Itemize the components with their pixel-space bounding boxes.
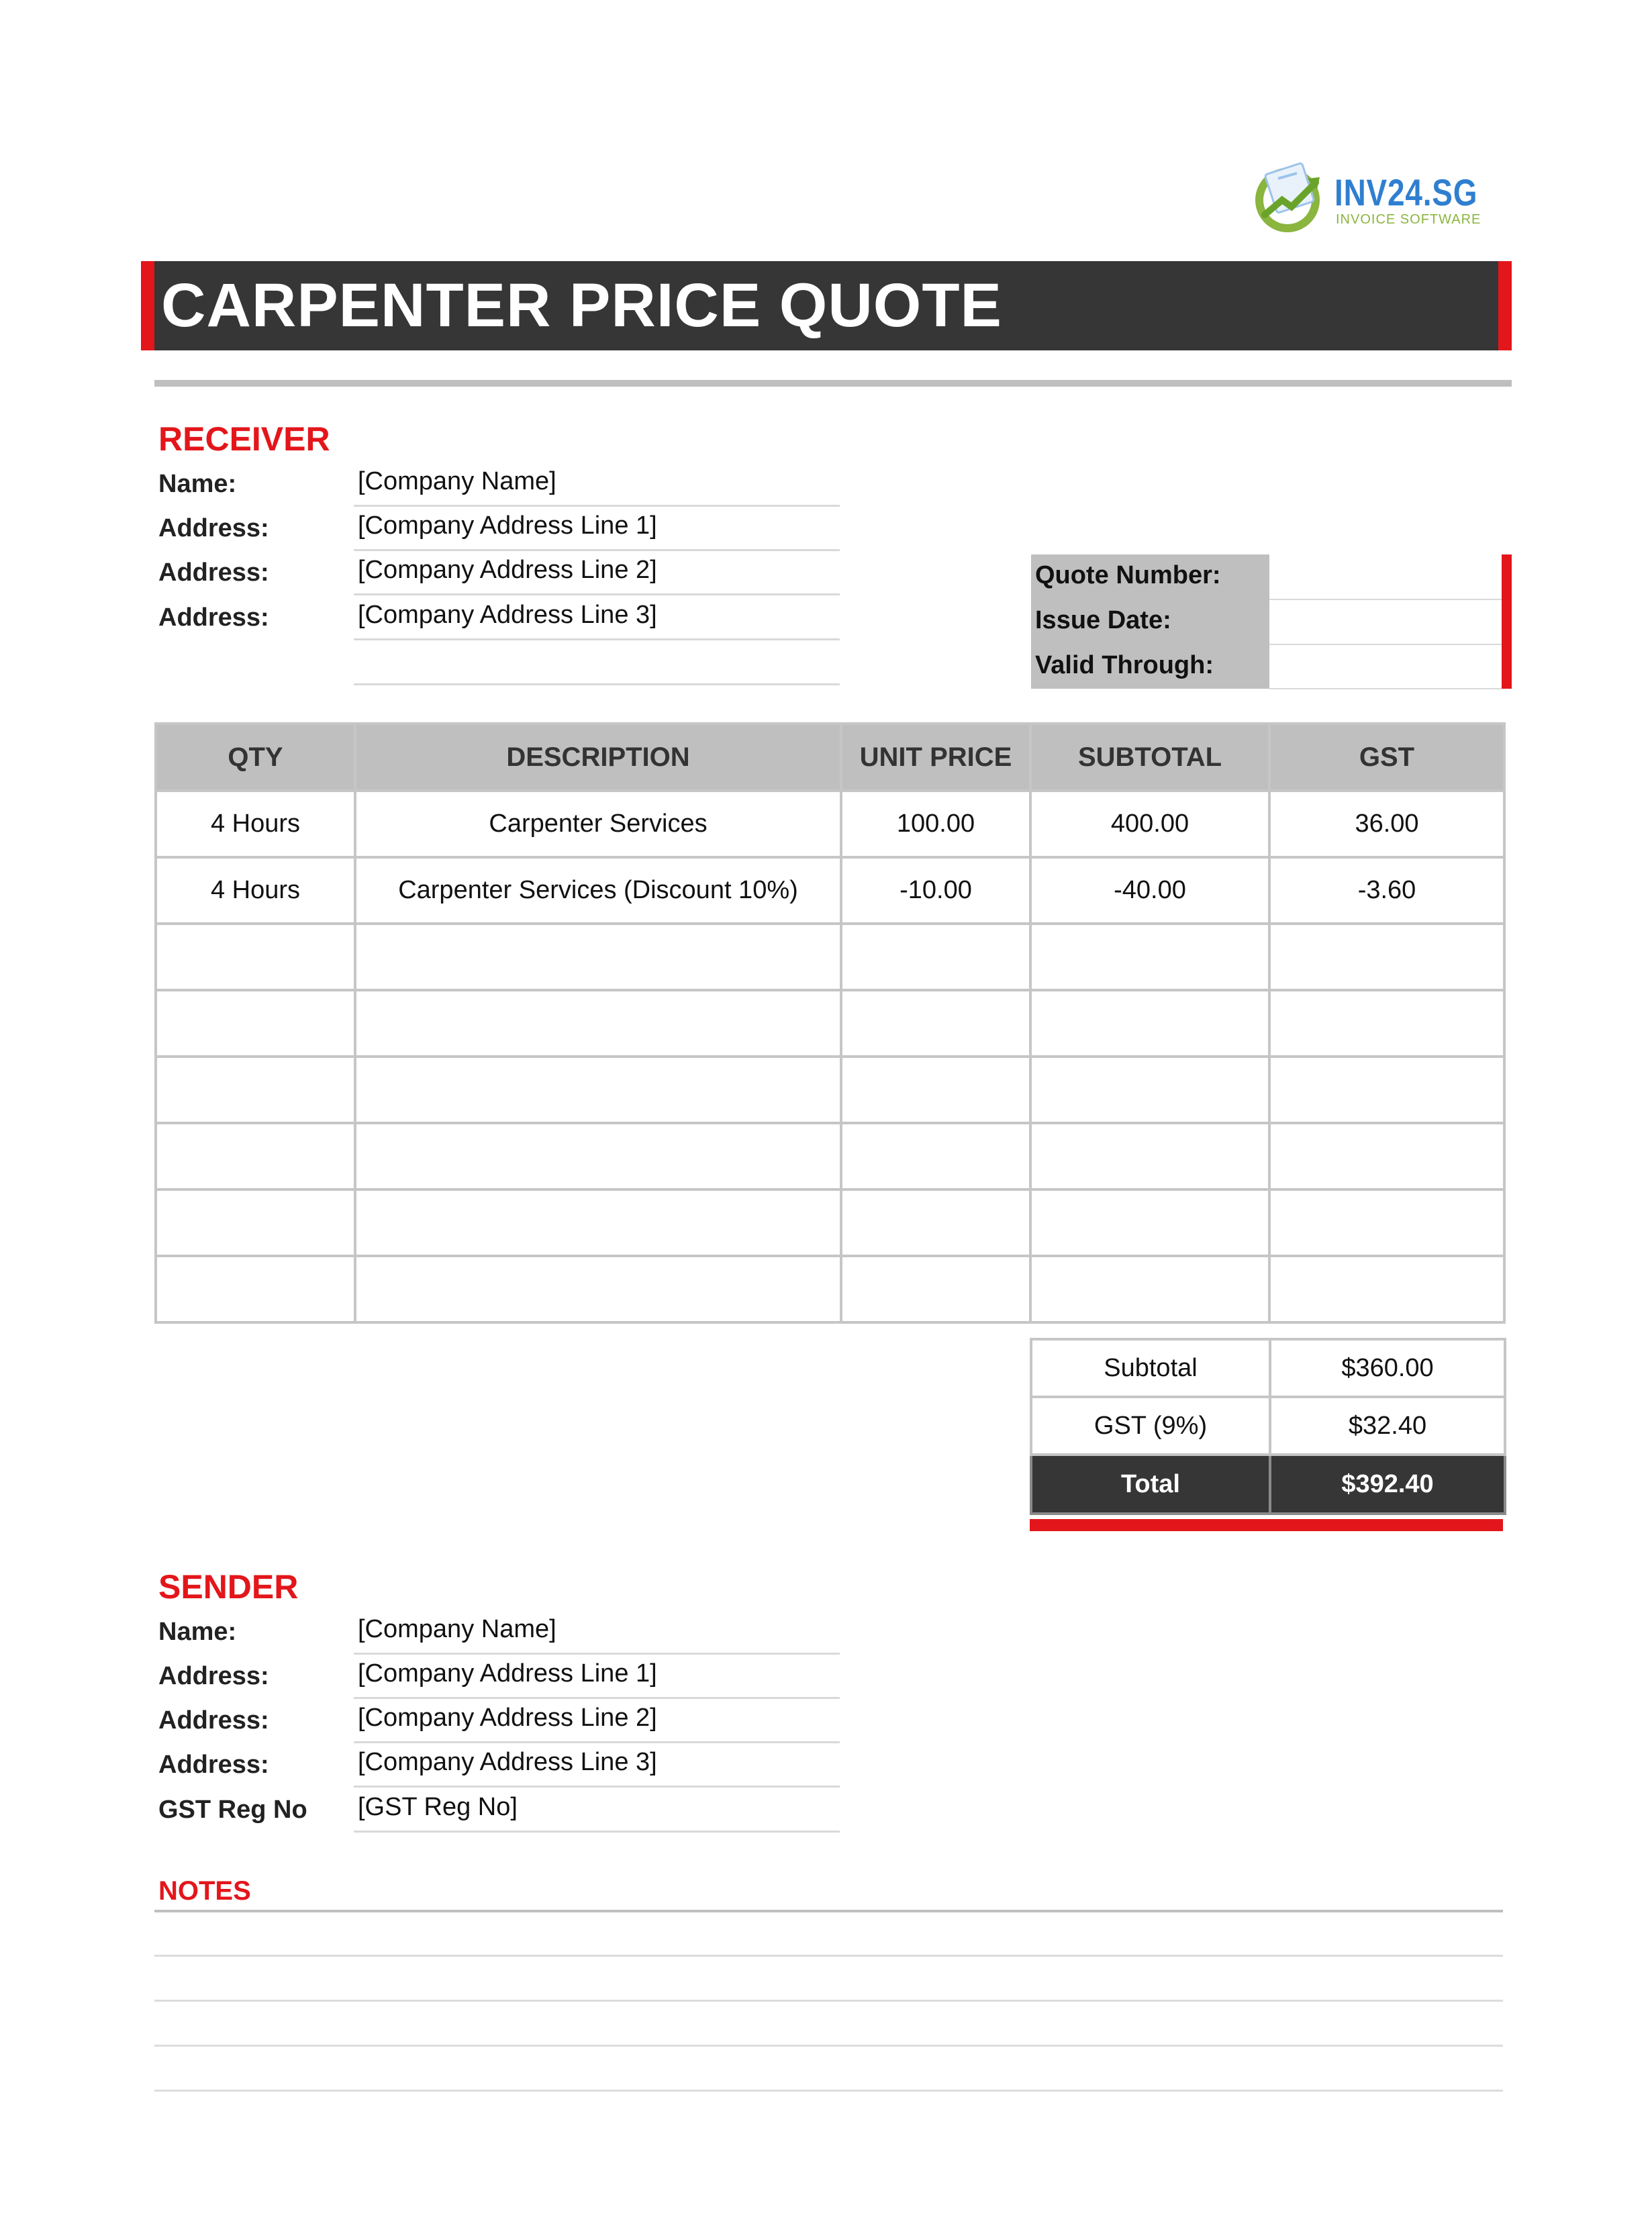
col-header-description: DESCRIPTION	[355, 724, 841, 791]
page-title: CARPENTER PRICE QUOTE	[161, 271, 1002, 340]
receiver-name-value[interactable]: [Company Name]	[358, 467, 556, 495]
cell-description[interactable]	[355, 990, 841, 1057]
cell-gst[interactable]	[1269, 1189, 1504, 1256]
receiver-name-label: Name:	[158, 470, 237, 498]
cell-qty[interactable]: 4 Hours	[156, 791, 355, 857]
brand-logo	[1250, 158, 1481, 236]
notes-line[interactable]	[154, 2090, 1503, 2092]
receiver-heading: RECEIVER	[158, 420, 330, 458]
receiver-address3-value[interactable]: [Company Address Line 3]	[358, 601, 657, 629]
cell-gst[interactable]: 36.00	[1269, 791, 1504, 857]
cell-description[interactable]: Carpenter Services (Discount 10%)	[355, 857, 841, 924]
receiver-address2-label: Address:	[158, 558, 269, 587]
cell-unit-price[interactable]: 100.00	[841, 791, 1030, 857]
cell-gst[interactable]	[1269, 924, 1504, 990]
sender-underline	[354, 1741, 840, 1743]
col-header-subtotal: SUBTOTAL	[1030, 724, 1269, 791]
receiver-underline	[354, 593, 840, 595]
cell-gst[interactable]	[1269, 990, 1504, 1057]
sender-address2-value[interactable]: [Company Address Line 2]	[358, 1704, 657, 1732]
sender-address1-value[interactable]: [Company Address Line 1]	[358, 1659, 657, 1688]
quote-meta-accent	[1502, 554, 1512, 689]
sender-underline	[354, 1786, 840, 1788]
sender-address2-label: Address:	[158, 1706, 269, 1735]
cell-subtotal[interactable]	[1030, 1189, 1269, 1256]
col-header-unit-price: UNIT PRICE	[841, 724, 1030, 791]
table-row	[156, 1189, 1504, 1256]
sender-underline	[354, 1653, 840, 1655]
cell-gst[interactable]: -3.60	[1269, 857, 1504, 924]
cell-subtotal[interactable]: 400.00	[1030, 791, 1269, 857]
cell-description[interactable]	[355, 1057, 841, 1123]
cell-unit-price[interactable]	[841, 1057, 1030, 1123]
receiver-underline	[354, 505, 840, 507]
sender-underline	[354, 1697, 840, 1699]
table-row	[156, 1057, 1504, 1123]
cell-subtotal[interactable]	[1030, 1057, 1269, 1123]
subtotal-label: Subtotal	[1031, 1339, 1270, 1397]
cell-qty[interactable]	[156, 1256, 355, 1322]
total-accent-bar	[1030, 1519, 1503, 1531]
logo-mark-icon	[1250, 158, 1329, 234]
sender-address1-label: Address:	[158, 1662, 269, 1690]
totals-table	[1030, 1338, 1506, 1515]
quote-number-label: Quote Number:	[1035, 561, 1221, 589]
cell-unit-price[interactable]: -10.00	[841, 857, 1030, 924]
cell-subtotal[interactable]: -40.00	[1030, 857, 1269, 924]
receiver-underline	[354, 638, 840, 640]
cell-gst[interactable]	[1269, 1057, 1504, 1123]
table-row	[156, 1256, 1504, 1322]
meta-divider	[1269, 644, 1502, 645]
cell-qty[interactable]	[156, 924, 355, 990]
cell-description[interactable]	[355, 924, 841, 990]
valid-through-label: Valid Through:	[1035, 651, 1214, 679]
cell-description[interactable]: Carpenter Services	[355, 791, 841, 857]
cell-gst[interactable]	[1269, 1123, 1504, 1189]
notes-heading: NOTES	[158, 1876, 251, 1906]
receiver-underline	[354, 549, 840, 551]
receiver-address1-label: Address:	[158, 514, 269, 542]
notes-line[interactable]	[154, 2000, 1503, 2002]
title-divider	[154, 380, 1512, 387]
cell-subtotal[interactable]	[1030, 924, 1269, 990]
notes-line[interactable]	[154, 1955, 1503, 1957]
items-header-row	[156, 724, 1504, 791]
cell-subtotal[interactable]	[1030, 990, 1269, 1057]
brand-name: INV24.SG	[1334, 171, 1478, 213]
cell-gst[interactable]	[1269, 1256, 1504, 1322]
gst-value: $32.40	[1270, 1397, 1505, 1455]
table-row	[156, 990, 1504, 1057]
receiver-address1-value[interactable]: [Company Address Line 1]	[358, 512, 657, 540]
cell-unit-price[interactable]	[841, 1256, 1030, 1322]
notes-line[interactable]	[154, 2045, 1503, 2047]
cell-unit-price[interactable]	[841, 1189, 1030, 1256]
cell-qty[interactable]	[156, 1057, 355, 1123]
cell-description[interactable]	[355, 1189, 841, 1256]
issue-date-label: Issue Date:	[1035, 606, 1171, 634]
subtotal-value: $360.00	[1270, 1339, 1505, 1397]
meta-divider	[1269, 688, 1502, 689]
table-row	[156, 924, 1504, 990]
sender-name-label: Name:	[158, 1618, 237, 1646]
cell-qty[interactable]	[156, 1123, 355, 1189]
table-row	[156, 791, 1504, 857]
sender-name-value[interactable]: [Company Name]	[358, 1615, 556, 1643]
sender-address3-label: Address:	[158, 1751, 269, 1779]
cell-unit-price[interactable]	[841, 924, 1030, 990]
total-value: $392.40	[1270, 1455, 1505, 1514]
meta-divider	[1269, 599, 1502, 600]
receiver-underline	[354, 683, 840, 685]
total-label: Total	[1031, 1455, 1270, 1514]
cell-qty[interactable]	[156, 990, 355, 1057]
gst-row	[1031, 1397, 1505, 1455]
cell-qty[interactable]: 4 Hours	[156, 857, 355, 924]
cell-description[interactable]	[355, 1256, 841, 1322]
sender-gst-label: GST Reg No	[158, 1796, 307, 1824]
sender-underline	[354, 1831, 840, 1833]
gst-label: GST (9%)	[1031, 1397, 1270, 1455]
title-accent-left	[141, 261, 154, 350]
subtotal-row	[1031, 1339, 1505, 1397]
table-row	[156, 857, 1504, 924]
table-row	[156, 1123, 1504, 1189]
notes-divider	[154, 1910, 1503, 1912]
title-accent-right	[1498, 261, 1512, 350]
cell-subtotal[interactable]	[1030, 1123, 1269, 1189]
col-header-gst: GST	[1269, 724, 1504, 791]
items-table	[154, 722, 1506, 1324]
sender-heading: SENDER	[158, 1568, 299, 1606]
receiver-address3-label: Address:	[158, 603, 269, 632]
receiver-address2-value[interactable]: [Company Address Line 2]	[358, 556, 657, 584]
cell-unit-price[interactable]	[841, 1123, 1030, 1189]
col-header-qty: QTY	[156, 724, 355, 791]
sender-address3-value[interactable]: [Company Address Line 3]	[358, 1748, 657, 1776]
sender-gst-value[interactable]: [GST Reg No]	[358, 1793, 518, 1821]
cell-unit-price[interactable]	[841, 990, 1030, 1057]
brand-tagline: INVOICE SOFTWARE	[1336, 212, 1481, 227]
total-row	[1031, 1455, 1505, 1514]
cell-qty[interactable]	[156, 1189, 355, 1256]
cell-description[interactable]	[355, 1123, 841, 1189]
cell-subtotal[interactable]	[1030, 1256, 1269, 1322]
